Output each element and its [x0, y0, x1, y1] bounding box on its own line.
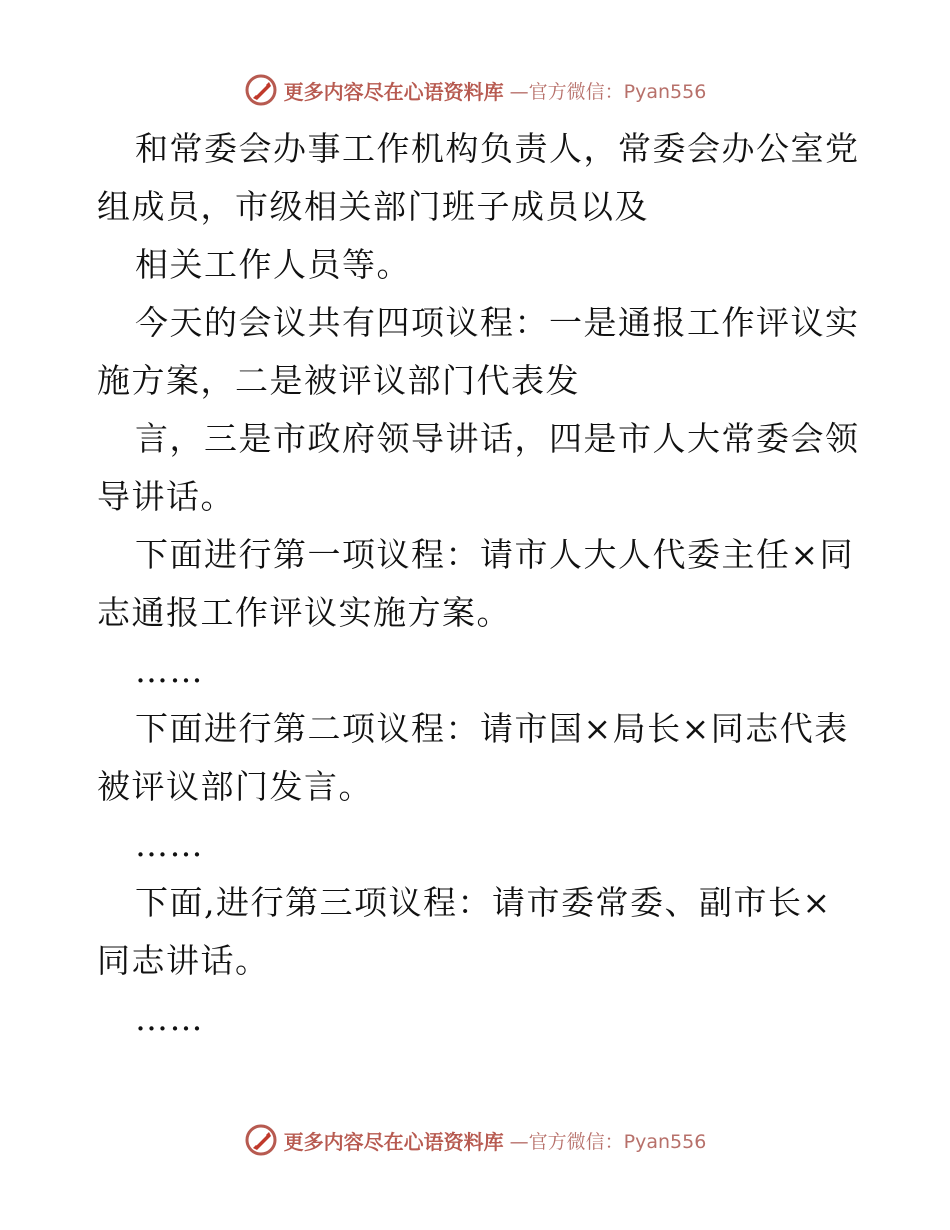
body-line: 相关工作人员等。 [135, 245, 411, 284]
quill-pen-logo-icon [244, 73, 278, 107]
body-line: 志通报工作评议实施方案。 [97, 593, 511, 632]
body-line: 下面,进行第三项议程：请市委常委、副市长× [135, 883, 832, 922]
body-ellipsis: …… [135, 651, 204, 690]
body-line: 下面进行第一项议程：请市人大人代委主任×同 [135, 535, 855, 574]
body-line: 和常委会办事工作机构负责人，常委会办公室党 [135, 129, 860, 168]
body-line: 组成员，市级相关部门班子成员以及 [97, 187, 649, 226]
footer-watermark [0, 1120, 950, 1160]
body-line: 施方案，二是被评议部门代表发 [97, 361, 580, 400]
watermark-brand-text: 更多内容尽在心语资料库 [283, 79, 504, 104]
body-ellipsis: …… [135, 825, 204, 864]
body-line: 被评议部门发言。 [97, 767, 373, 806]
watermark-brand-text: 更多内容尽在心语资料库 [283, 1129, 504, 1154]
body-line: 下面进行第二项议程：请市国×局长×同志代表 [135, 709, 849, 748]
watermark-contact-text: —官方微信：Pyan556 [509, 80, 707, 103]
body-line: 言，三是市政府领导讲话，四是市人大常委会领 [135, 419, 860, 458]
body-ellipsis: …… [135, 999, 204, 1038]
body-line: 导讲话。 [97, 477, 235, 516]
body-line: 今天的会议共有四项议程：一是通报工作评议实 [135, 303, 860, 342]
document-body [97, 120, 860, 1048]
body-line: 同志讲话。 [97, 941, 270, 980]
watermark-contact-text: —官方微信：Pyan556 [509, 1130, 707, 1153]
quill-pen-logo-icon [244, 1123, 278, 1157]
header-watermark [0, 70, 950, 110]
